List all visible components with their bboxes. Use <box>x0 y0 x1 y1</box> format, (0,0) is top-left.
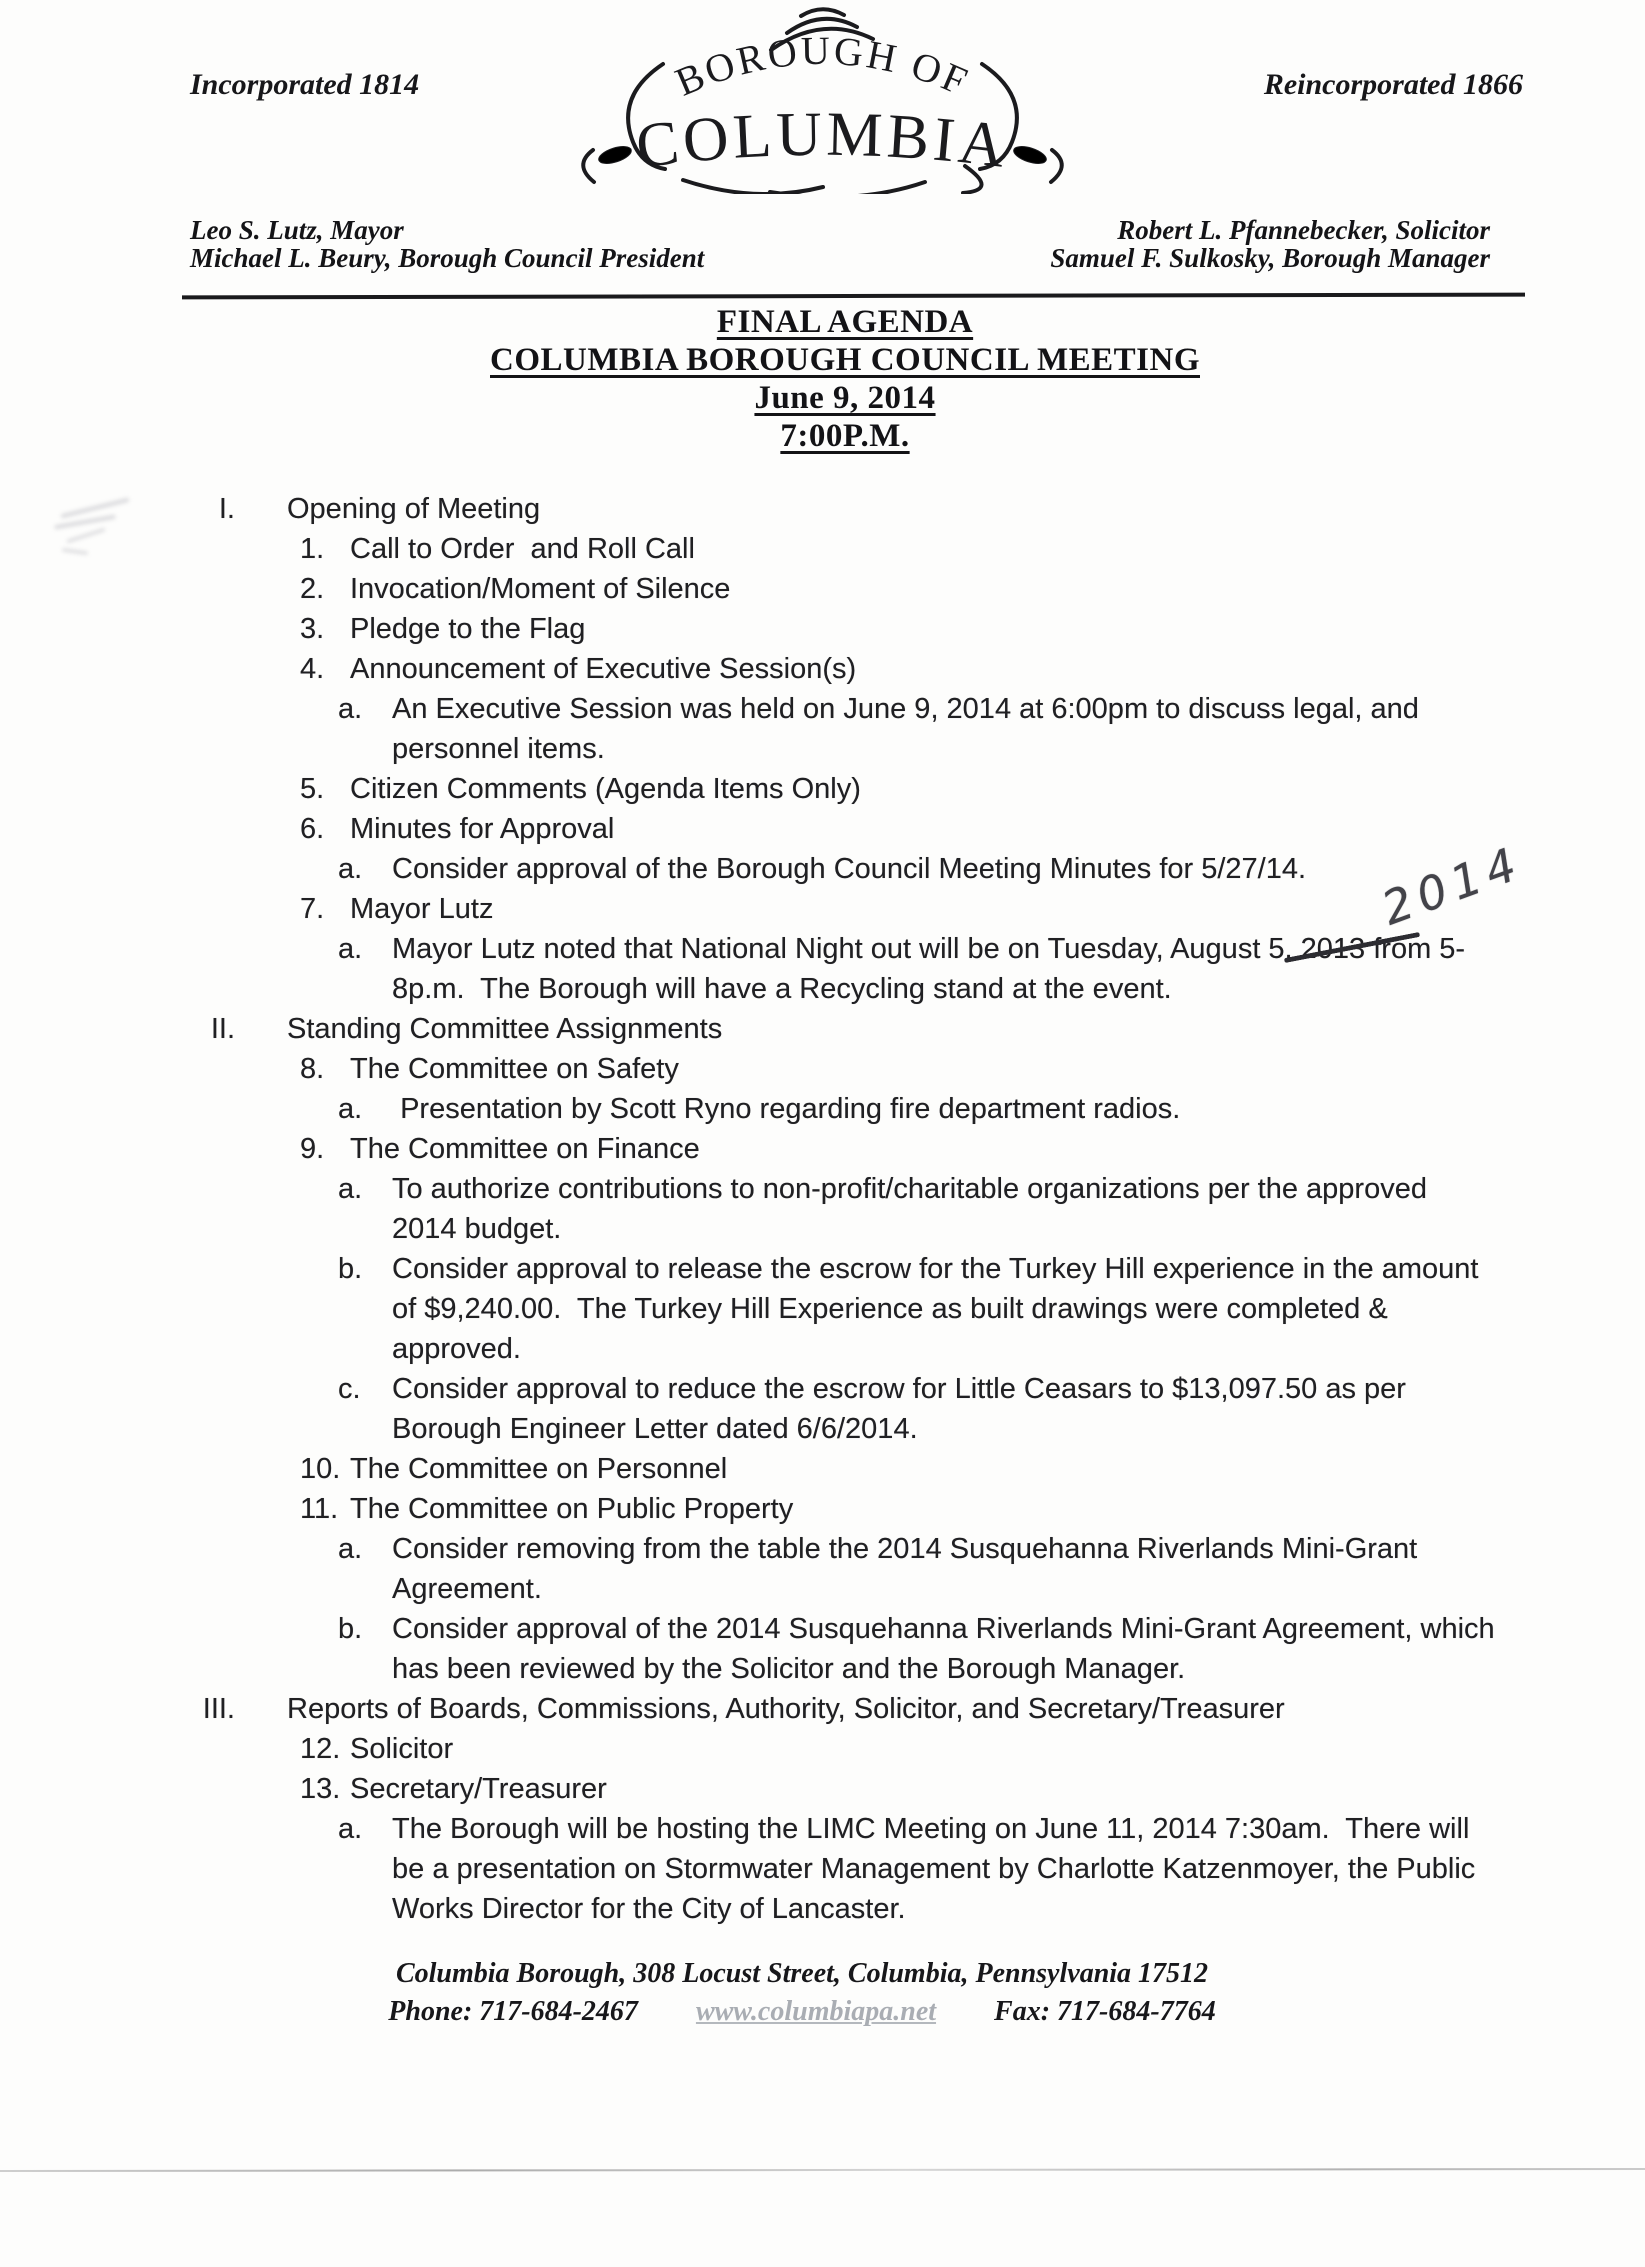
agenda-item <box>300 529 1645 569</box>
footer-contacts <box>302 1996 1302 2028</box>
title-meeting-name: COLUMBIA BOROUGH COUNCIL MEETING <box>490 342 1200 378</box>
agenda-subitem <box>338 1089 1645 1129</box>
list-marker: 12. <box>300 1733 341 1765</box>
officials-right <box>1050 216 1490 272</box>
list-marker: c. <box>338 1373 361 1405</box>
agenda-section-i-text: Opening of Meeting <box>287 493 541 525</box>
agenda-subitem <box>338 1609 1645 1689</box>
list-marker: 9. <box>300 1133 325 1165</box>
list-marker: 11. <box>300 1493 339 1525</box>
agenda-item-text: Secretary/Treasurer <box>350 1773 607 1805</box>
list-marker: a. <box>338 1173 363 1205</box>
footer-phone: Phone: 717-684-2467 <box>388 1996 638 2027</box>
list-marker: II. <box>210 1013 235 1045</box>
agenda-subitem <box>338 1249 1645 1369</box>
header-divider <box>182 293 1525 300</box>
agenda-section-i <box>130 489 1645 529</box>
list-marker: 10. <box>300 1453 341 1485</box>
agenda-subitem-text: Consider approval to reduce the escrow for Little Ceasars to $13,097.50 as per Borough Engineer Letter dated 6/6/2014. <box>392 1373 1415 1445</box>
agenda-item <box>300 609 1645 649</box>
footer-address: Columbia Borough, 308 Locust Street, Columbia, Pennsylvania 17512 <box>395 1958 1209 1989</box>
agenda-item-text: Pledge to the Flag <box>350 613 586 645</box>
agenda-item <box>300 1449 1645 1489</box>
list-marker: a. <box>338 1533 363 1565</box>
agenda-item-text: Minutes for Approval <box>350 813 615 845</box>
agenda-item <box>300 1489 1645 1529</box>
agenda-item <box>300 1049 1645 1089</box>
agenda-subitem-text: Consider approval of the 2014 Susquehanna Riverlands Mini-Grant Agreement, which has been reviewed by the Solicitor and the Borough Manager. <box>392 1613 1503 1685</box>
agenda-item-text: The Committee on Safety <box>350 1053 679 1085</box>
agenda-subitem <box>338 689 1645 769</box>
list-marker: 5. <box>300 773 325 805</box>
agenda-item-text: Solicitor <box>350 1733 454 1765</box>
agenda-item <box>300 569 1645 609</box>
annotation-text-after: from 5-8p.m. The Borough will have a Recycling stand at the event. <box>392 933 1466 1005</box>
list-marker: I. <box>218 493 235 525</box>
list-marker: 4. <box>300 653 325 685</box>
agenda-subitem-text: Consider removing from the table the 2014 Susquehanna Riverlands Mini-Grant Agreement. <box>392 1533 1424 1605</box>
agenda-subitem-text: The Borough will be hosting the LIMC Meeting on June 11, 2014 7:30am. There will be a presentation on Stormwater Management by Charlotte Katzenmoyer, the Public Works Director for the City of Lancaster. <box>392 1813 1484 1925</box>
list-marker: 3. <box>300 613 325 645</box>
agenda-subitem-text: Consider approval of the Borough Council Meeting Minutes for 5/27/14. <box>392 853 1307 885</box>
borough-of-columbia-logo <box>565 2 1080 194</box>
agenda-item <box>300 1769 1645 1809</box>
footer-website-link: www.columbiapa.net <box>695 1996 937 2027</box>
agenda-section-ii <box>130 1009 1645 1049</box>
agenda-item-text: The Committee on Public Property <box>350 1493 794 1525</box>
list-marker: III. <box>202 1693 235 1725</box>
solicitor-name: Robert L. Pfannebecker, Solicitor <box>1117 215 1490 245</box>
agenda-item-text: Call to Order and Roll Call <box>350 533 695 565</box>
council-president-name: Michael L. Beury, Borough Council President <box>190 243 705 273</box>
agenda-section-iii <box>130 1689 1645 1729</box>
agenda-subitem-text: An Executive Session was held on June 9, 2014 at 6:00pm to discuss legal, and personnel items. <box>392 693 1427 765</box>
agenda-item-text: Invocation/Moment of Silence <box>350 573 731 605</box>
agenda-item-text: Announcement of Executive Session(s) <box>350 653 857 685</box>
agenda-item <box>300 769 1645 809</box>
agenda-subitem <box>338 1369 1645 1449</box>
logo-columbia-text: COLUMBIA <box>632 98 1013 182</box>
reincorporated-note: Reincorporated 1866 <box>1263 68 1523 101</box>
list-marker: 2. <box>300 573 325 605</box>
struck-out-year: 2013 2014 <box>1301 929 1366 969</box>
list-marker: 7. <box>300 893 325 925</box>
list-marker: 13. <box>300 1773 341 1805</box>
title-meeting-time: 7:00P.M. <box>780 418 910 454</box>
list-marker: b. <box>338 1613 363 1645</box>
agenda-subitem <box>338 1169 1645 1249</box>
document-title-block <box>150 303 1540 455</box>
agenda-item-text: The Committee on Finance <box>350 1133 700 1165</box>
agenda-item-text: Citizen Comments (Agenda Items Only) <box>350 773 861 805</box>
logo-borough-of-text: BOROUGH OF <box>668 27 977 105</box>
scan-edge-line <box>0 2168 1645 2172</box>
agenda-section-iii-text: Reports of Boards, Commissions, Authority, Solicitor, and Secretary/Treasurer <box>287 1693 1285 1725</box>
officials-left <box>190 216 704 272</box>
borough-manager-name: Samuel F. Sulkosky, Borough Manager <box>1050 243 1490 273</box>
agenda-subitem <box>338 1529 1645 1609</box>
agenda-item <box>300 1729 1645 1769</box>
agenda-subitem-text: To authorize contributions to non-profit/charitable organizations per the approved 2014 budget. <box>392 1173 1436 1245</box>
handwritten-correction: 2014 <box>1375 835 1530 936</box>
list-marker: 6. <box>300 813 325 845</box>
annotation-text-before: Mayor Lutz noted that National Night out will be on Tuesday, August 5, <box>392 933 1301 965</box>
list-marker: 1. <box>300 533 325 565</box>
title-final-agenda: FINAL AGENDA <box>716 304 974 340</box>
agenda-item-text: Mayor Lutz <box>350 893 494 925</box>
agenda-subitem <box>338 1809 1645 1929</box>
agenda-subitem-text: Presentation by Scott Ryno regarding fire department radios. <box>392 1093 1181 1125</box>
list-marker: a. <box>338 853 363 885</box>
list-marker: a. <box>338 1813 363 1845</box>
list-marker: a. <box>338 933 363 965</box>
agenda-item <box>300 1129 1645 1169</box>
agenda-item <box>300 649 1645 689</box>
incorporated-note: Incorporated 1814 <box>190 68 420 101</box>
mayor-name: Leo S. Lutz, Mayor <box>190 215 404 245</box>
list-marker: b. <box>338 1253 363 1285</box>
footer-fax: Fax: 717-684-7764 <box>994 1996 1216 2027</box>
agenda-list <box>0 489 1645 1929</box>
agenda-section-ii-text: Standing Committee Assignments <box>287 1013 723 1045</box>
agenda-item-text: The Committee on Personnel <box>350 1453 728 1485</box>
title-meeting-date: June 9, 2014 <box>754 380 936 416</box>
agenda-item <box>300 809 1645 849</box>
agenda-subitem-text: Consider approval to release the escrow for the Turkey Hill experience in the amount of $9,240.00. The Turkey Hill Experience as built drawings were completed & approved. <box>392 1253 1487 1365</box>
list-marker: a. <box>338 1093 363 1125</box>
list-marker: a. <box>338 693 363 725</box>
list-marker: 8. <box>300 1053 325 1085</box>
